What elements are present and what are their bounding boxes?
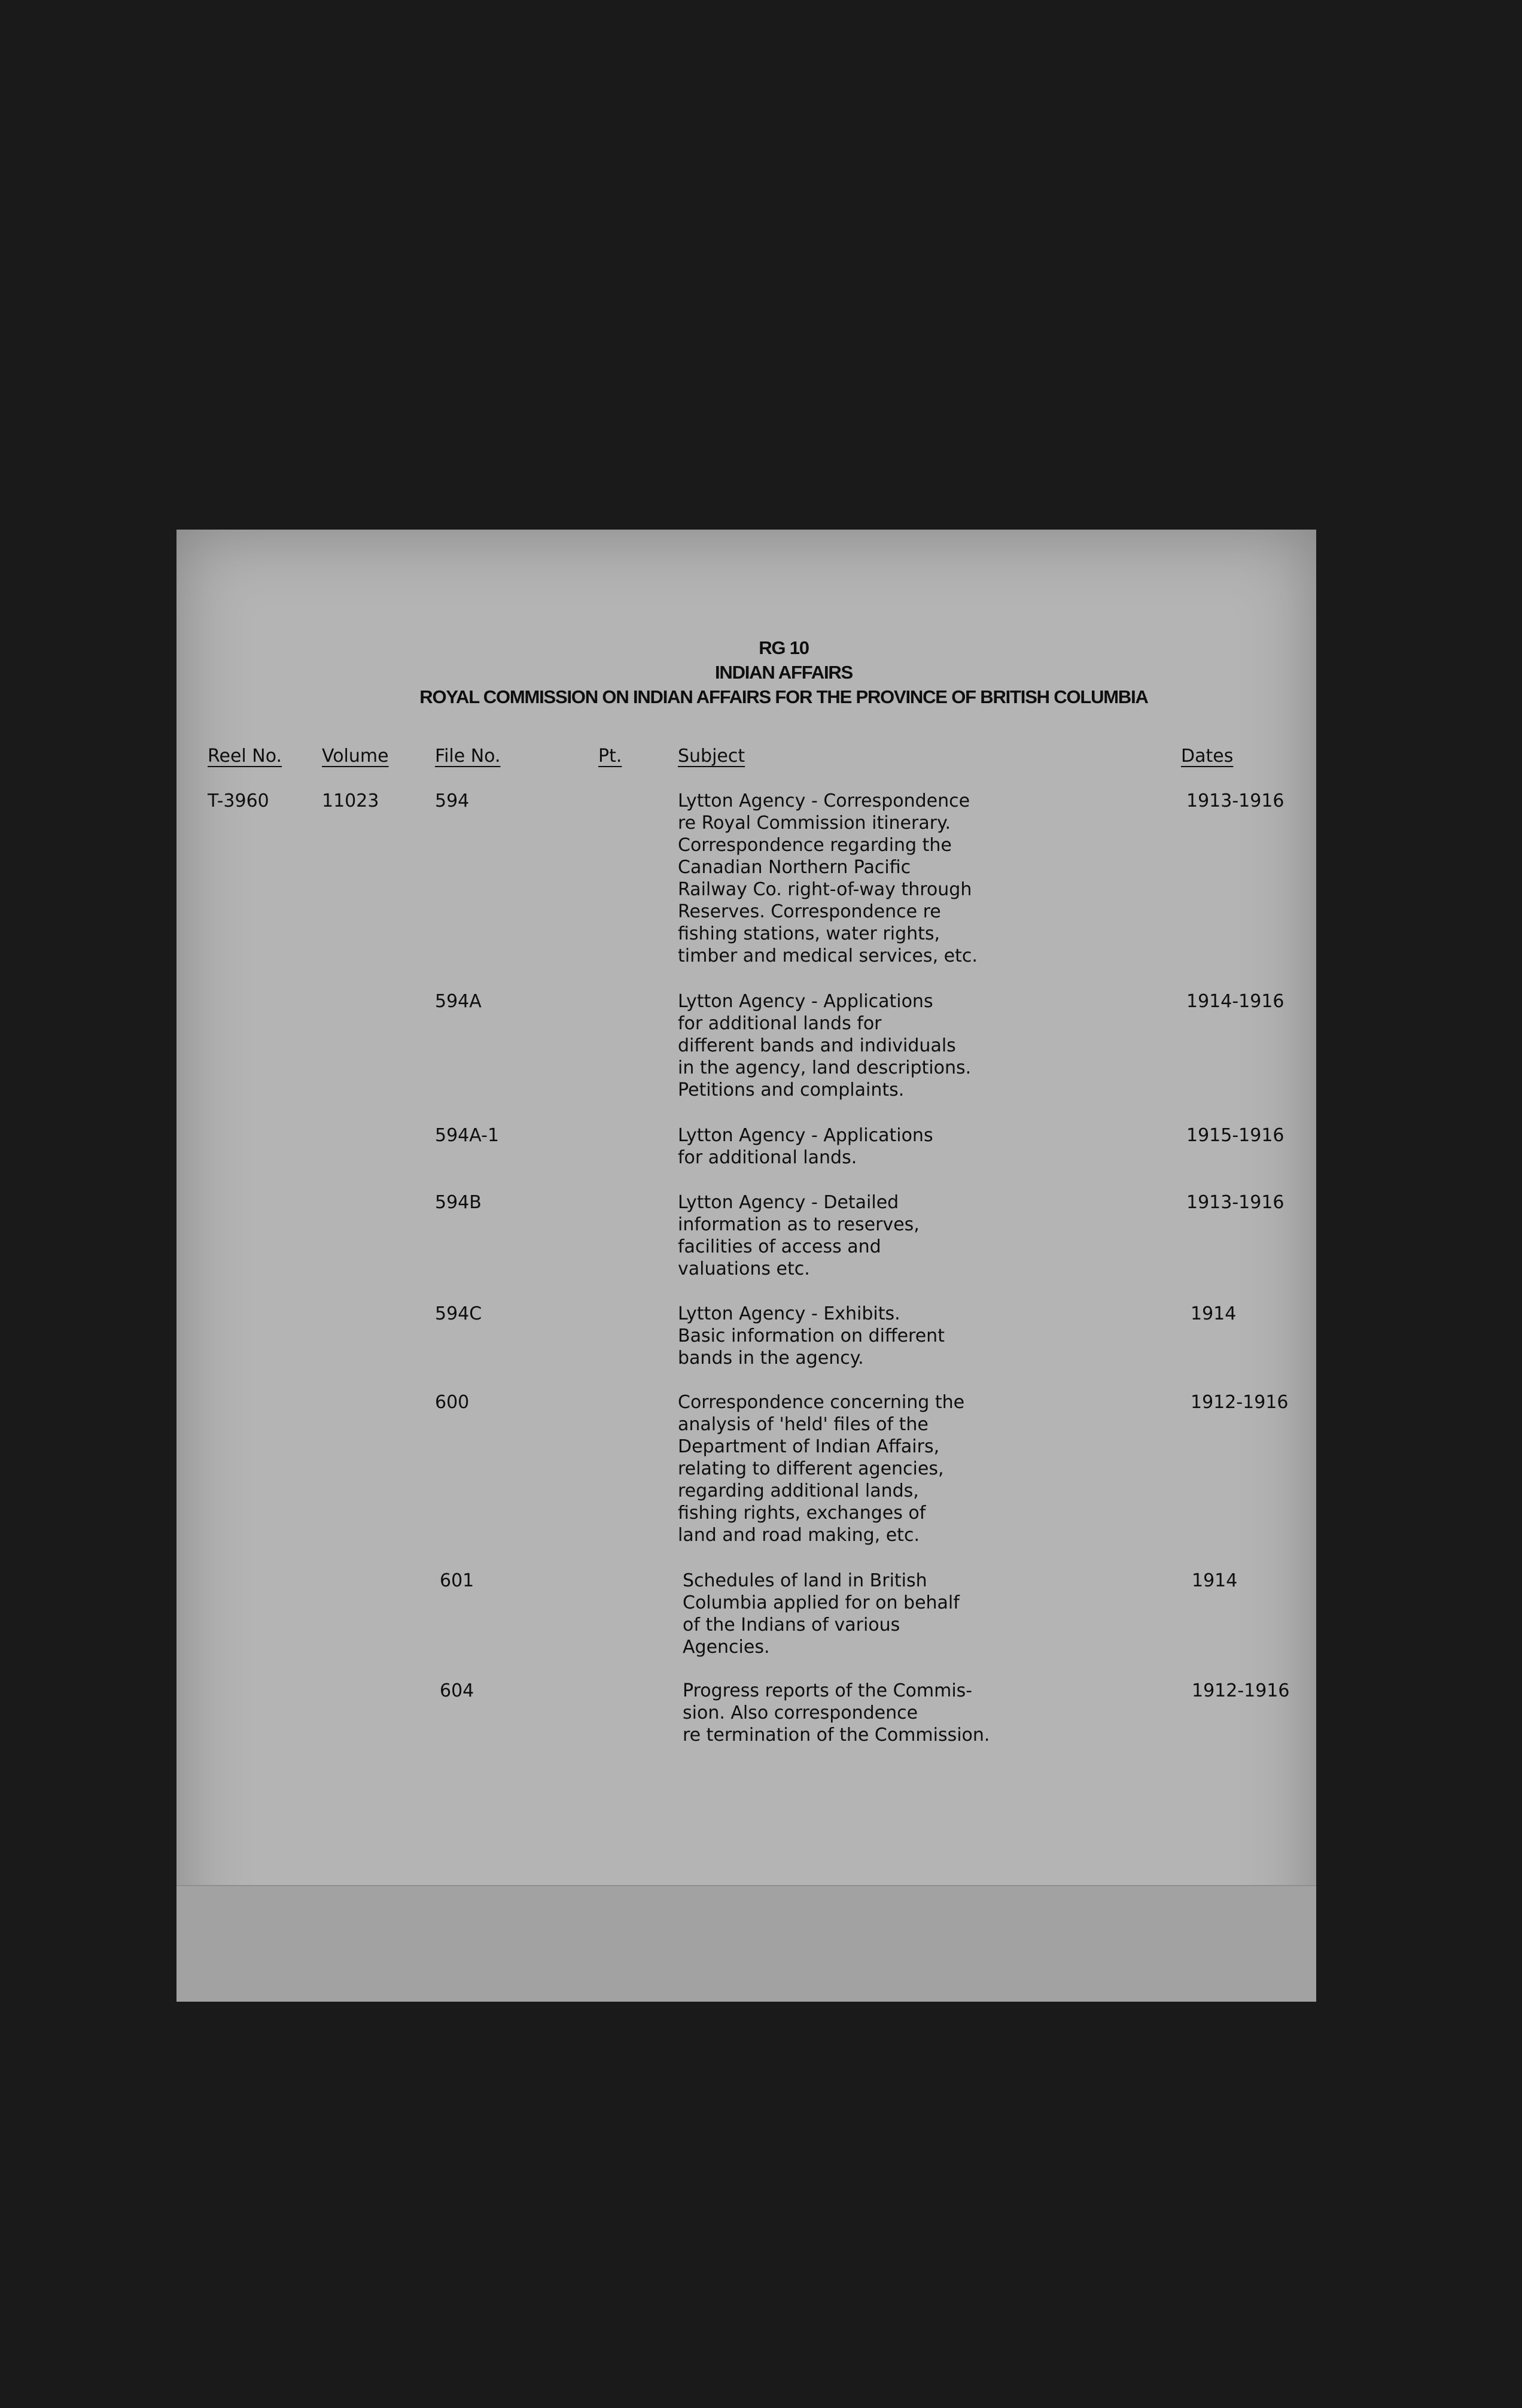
document-header <box>374 636 1194 709</box>
subject-line: for additional lands for <box>678 1013 882 1034</box>
file-number: 601 <box>440 1570 474 1591</box>
subject-line: Canadian Northern Pacific <box>678 857 911 878</box>
subject-line: facilities of access and <box>678 1236 881 1257</box>
subject-line: Lytton Agency - Detailed <box>678 1192 899 1213</box>
subject-line: sion. Also correspondence <box>683 1702 918 1723</box>
subject <box>683 1570 960 1658</box>
subject <box>678 1191 920 1280</box>
subject-line: Railway Co. right-of-way through <box>678 879 972 900</box>
subject-line: Progress reports of the Commis- <box>683 1680 973 1701</box>
subject-line: Department of Indian Affairs, <box>678 1436 940 1457</box>
subject-line: re termination of the Commission. <box>683 1725 990 1746</box>
subject-line: for additional lands. <box>678 1147 857 1168</box>
volume-number: 11023 <box>322 790 379 811</box>
subject-line: information as to reserves, <box>678 1214 920 1235</box>
subject-line: fishing stations, water rights, <box>678 923 940 944</box>
date-range: 1913-1916 <box>1186 1192 1284 1213</box>
subject-line: Lytton Agency - Correspondence <box>678 790 970 811</box>
date-range: 1912-1916 <box>1191 1392 1289 1413</box>
subject <box>678 990 971 1101</box>
subject-line: Correspondence regarding the <box>678 835 952 856</box>
header-title: ROYAL COMMISSION ON INDIAN AFFAIRS FOR THE PROVINCE OF BRITISH COLUMBIA <box>419 686 1148 707</box>
subject-line: relating to different agencies, <box>678 1458 944 1479</box>
subject-line: Basic information on different <box>678 1325 945 1346</box>
file-number: 600 <box>435 1392 470 1413</box>
date-range: 1914 <box>1191 1303 1237 1324</box>
subject-line: Reserves. Correspondence re <box>678 901 941 922</box>
subject-line: timber and medical services, etc. <box>678 945 978 966</box>
date-range: 1914 <box>1192 1570 1238 1591</box>
date-range: 1912-1916 <box>1192 1680 1290 1701</box>
subject <box>678 1124 933 1169</box>
column-header-pt: Pt. <box>598 746 622 767</box>
header-record-group: RG 10 <box>759 637 809 658</box>
date-range: 1913-1916 <box>1186 790 1284 811</box>
file-number: 594C <box>435 1303 482 1324</box>
subject-line: analysis of 'held' files of the <box>678 1414 929 1435</box>
subject-line: Lytton Agency - Exhibits. <box>678 1303 900 1324</box>
subject-line: different bands and individuals <box>678 1035 956 1056</box>
page-bottom-band <box>176 1885 1316 2002</box>
file-number: 594A-1 <box>435 1125 500 1146</box>
subject-line: Correspondence concerning the <box>678 1392 965 1413</box>
file-number: 594 <box>435 790 470 811</box>
subject <box>678 1391 964 1546</box>
date-range: 1915-1916 <box>1186 1125 1284 1146</box>
subject-line: Columbia applied for on behalf <box>683 1592 960 1613</box>
file-number: 594B <box>435 1192 482 1213</box>
reel-number: T-3960 <box>208 790 269 811</box>
file-number: 594A <box>435 991 482 1012</box>
subject-line: Lytton Agency - Applications <box>678 991 933 1012</box>
subject-line: bands in the agency. <box>678 1348 864 1369</box>
date-range: 1914-1916 <box>1186 991 1284 1012</box>
subject-line: Lytton Agency - Applications <box>678 1125 933 1146</box>
document-page <box>176 530 1316 2002</box>
file-number: 604 <box>440 1680 474 1701</box>
column-header-reel: Reel No. <box>208 746 282 767</box>
subject-line: valuations etc. <box>678 1258 810 1279</box>
subject-line: of the Indians of various <box>683 1615 900 1635</box>
column-header-subject: Subject <box>678 746 745 767</box>
column-header-dates: Dates <box>1181 746 1234 767</box>
column-header-volume: Volume <box>322 746 389 767</box>
subject-line: in the agency, land descriptions. <box>678 1057 972 1078</box>
subject-line: fishing rights, exchanges of <box>678 1503 926 1524</box>
subject <box>678 1303 945 1369</box>
subject-line: re Royal Commission itinerary. <box>678 813 951 834</box>
header-department: INDIAN AFFAIRS <box>714 662 853 683</box>
subject-line: Agencies. <box>683 1637 770 1658</box>
subject-line: Schedules of land in British <box>683 1570 927 1591</box>
subject-line: regarding additional lands, <box>678 1480 919 1501</box>
subject-line: Petitions and complaints. <box>678 1080 905 1100</box>
column-header-file: File No. <box>435 746 501 767</box>
subject <box>678 790 978 967</box>
subject-line: land and road making, etc. <box>678 1525 920 1546</box>
subject <box>683 1680 990 1746</box>
